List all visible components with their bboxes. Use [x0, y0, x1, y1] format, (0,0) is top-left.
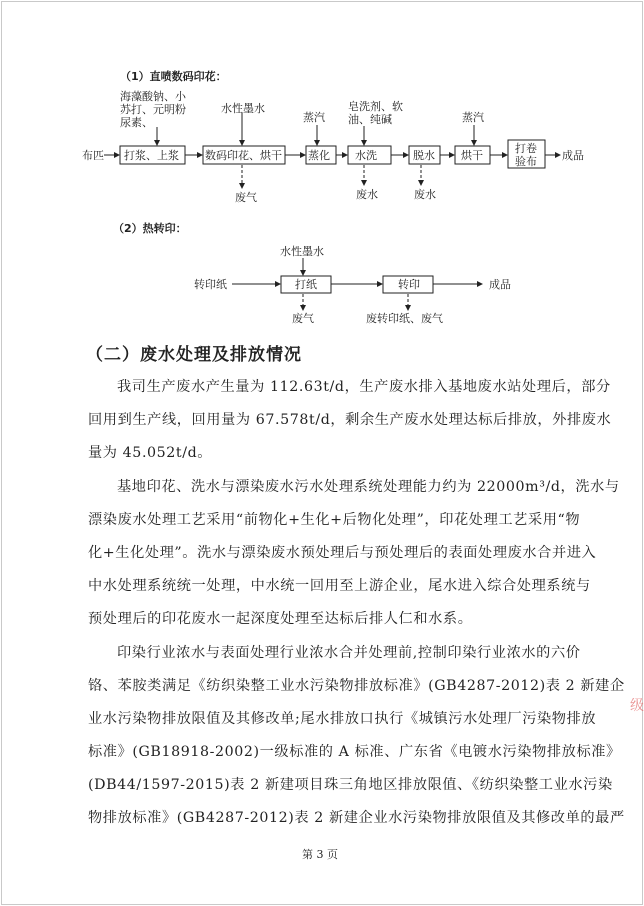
diagram1-title: （1）直喷数码印花：	[120, 70, 227, 83]
additives-label: 尿素、	[120, 116, 153, 129]
step-label: 验布	[515, 155, 537, 168]
waste-water-label: 废水	[414, 188, 436, 201]
input-label: 转印纸	[194, 278, 227, 291]
input-label: 布匹	[82, 149, 104, 162]
waste-label: 废气	[292, 312, 314, 325]
steam-label: 蒸汽	[303, 111, 325, 124]
additives-label: 海藻酸钠、小	[120, 90, 186, 103]
text-line: 漂染废水处理工艺采用“前物化+生化+后物化处理”，印花处理工艺采用“物	[88, 512, 581, 528]
text-line: 回用到生产线，回用量为 67.578t/d，剩余生产废水处理达标后排放，外排废水	[88, 412, 612, 428]
soap-label: 皂洗剂、软	[348, 100, 403, 113]
step-label: 转印	[398, 278, 420, 291]
process-flow-diagrams	[0, 0, 644, 330]
text-line: 预处理后的印花废水一起深度处理至达标后排人仁和水系。	[88, 611, 473, 627]
step-label: 打浆、上浆	[124, 149, 179, 162]
text-line: 中水处理系统统一处理，中水统一回用至上游企业，尾水进入综合处理系统与	[88, 578, 591, 594]
waste-label: 废转印纸、废气	[366, 312, 443, 325]
text-line: 铬、苯胺类满足《纺织染整工业水污染物排放标准》(GB4287-2012)表 2 新建企	[88, 678, 625, 694]
output-label: 成品	[562, 149, 584, 162]
ink-label: 水性墨水	[221, 102, 265, 115]
text-line: (DB44/1597-2015)表 2 新建项目珠三角地区排放限值、《纺织染整工业水污染	[88, 777, 613, 793]
diagram-heat-transfer	[232, 258, 482, 310]
output-label: 成品	[489, 278, 511, 291]
text-line: 标准》(GB18918-2002)一级标准的 A 标准、广东省《电镀水污染物排放标准》	[88, 744, 621, 760]
diagram2-title: （2）热转印：	[113, 222, 187, 235]
red-stamp-fragment: 级	[630, 698, 644, 714]
steam-label: 蒸汽	[462, 111, 484, 124]
text-line: 物排放标准》(GB4287-2012)表 2 新建企业水污染物排放限值及其修改单的最严	[88, 810, 625, 826]
ink-label: 水性墨水	[280, 245, 324, 258]
step-label: 脱水	[413, 149, 435, 162]
section-heading: （二）废水处理及排放情况	[86, 345, 302, 365]
step-label: 打卷	[515, 142, 537, 155]
waste-gas-label: 废气	[235, 191, 257, 204]
step-label: 烘干	[461, 149, 483, 162]
step-label: 蒸化	[308, 149, 330, 162]
text-line: 业水污染物排放限值及其修改单;尾水排放口执行《城镇污水处理厂污染物排放	[88, 711, 597, 727]
text-line: 基地印花、洗水与漂染废水污水处理系统处理能力约为 22000m³/d，洗水与	[117, 479, 620, 495]
text-line: 量为 45.052t/d。	[88, 445, 213, 461]
step-label: 水洗	[355, 149, 377, 162]
text-line: 印染行业浓水与表面处理行业浓水合并处理前,控制印染行业浓水的六价	[117, 645, 581, 661]
step-label: 打纸	[295, 278, 317, 291]
waste-water-label: 废水	[356, 188, 378, 201]
page-number: 第 3 页	[302, 848, 338, 861]
text-line: 我司生产废水产生量为 112.63t/d，生产废水排入基地废水站处理后，部分	[117, 379, 611, 395]
additives-label: 苏打、元明粉	[120, 103, 186, 116]
soap-label: 油、纯碱	[348, 113, 392, 126]
step-label: 数码印花、烘干	[205, 149, 282, 162]
text-line: 化+生化处理”。洗水与漂染废水预处理后与预处理后的表面处理废水合并进入	[88, 545, 597, 561]
